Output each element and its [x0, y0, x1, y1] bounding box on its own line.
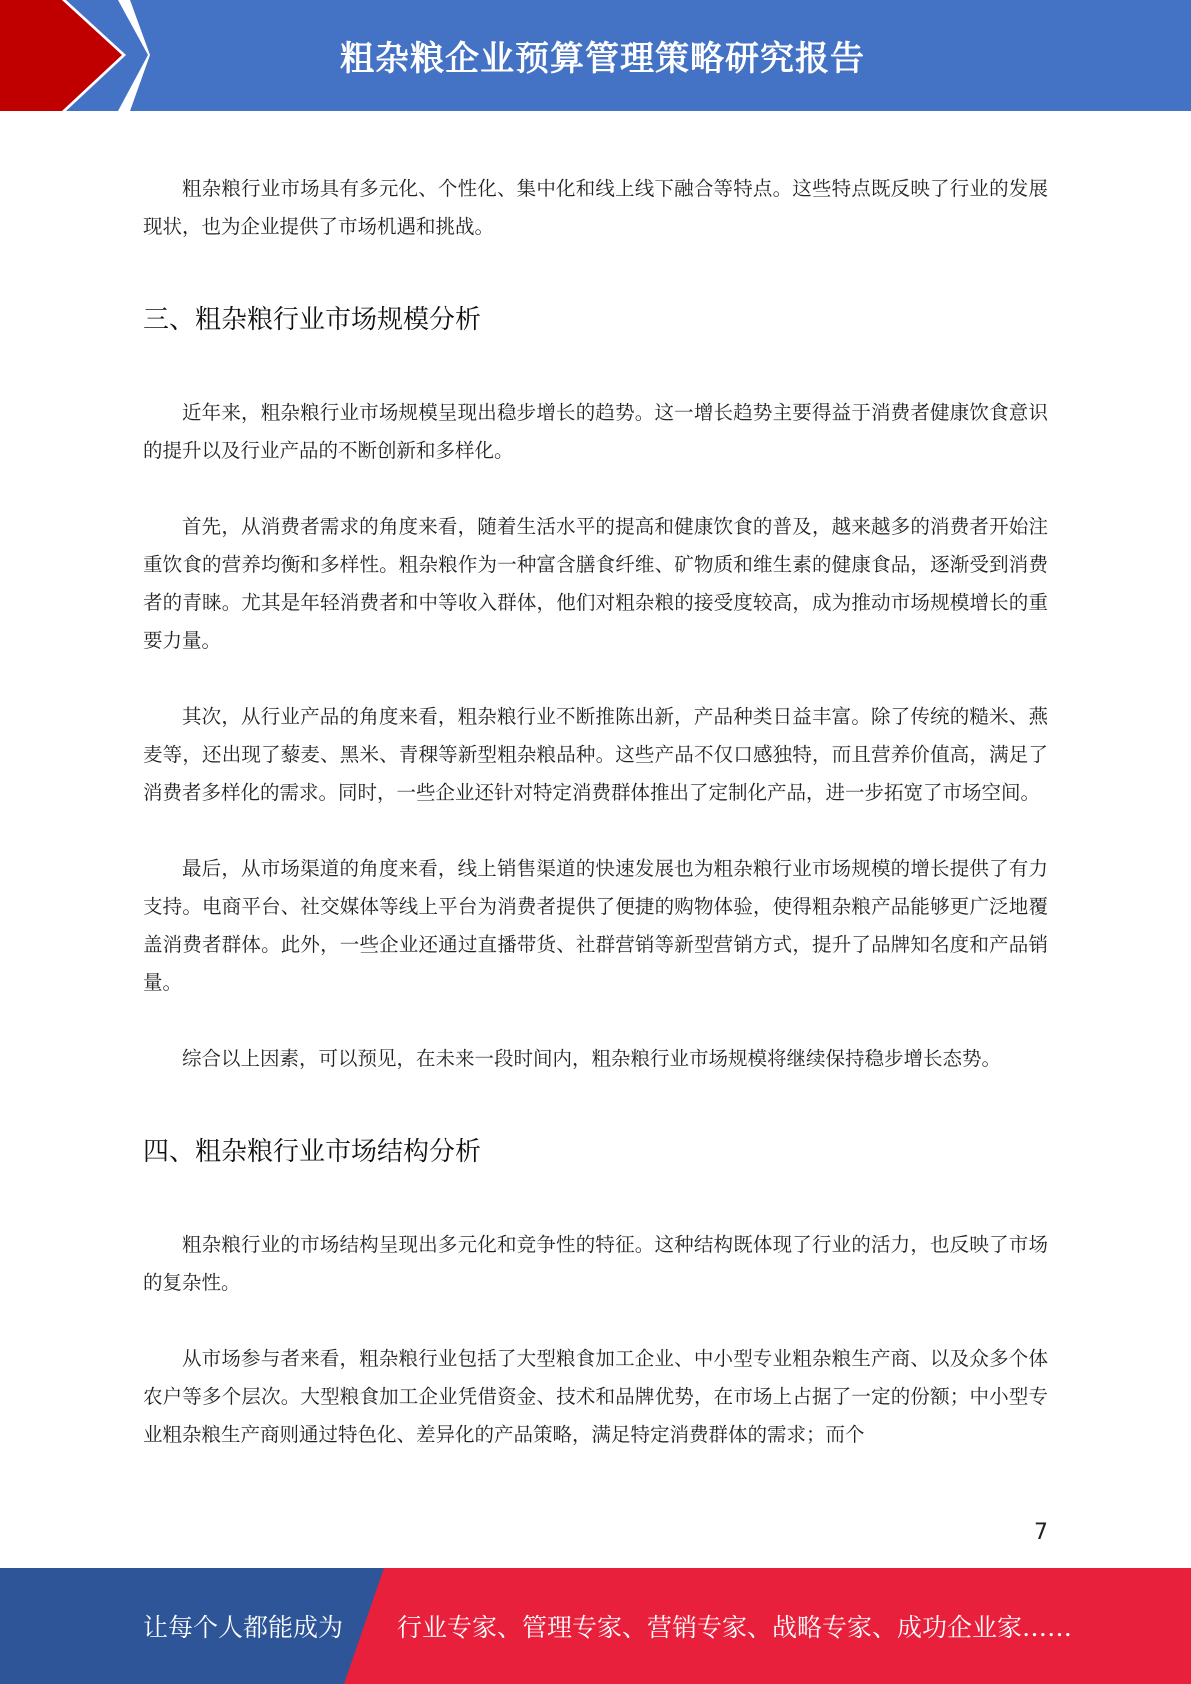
footer-slogan-left: 让每个人都能成为 — [143, 1613, 344, 1642]
body-paragraph: 综合以上因素，可以预见，在未来一段时间内，粗杂粮行业市场规模将继续保持稳步增长态势。 — [182, 1047, 1002, 1070]
body-paragraph: 其次，从行业产品的角度来看，粗杂粮行业不断推陈出新，产品种类日益丰富。除了传统的糙米、燕麦等，还出现了藜麦、黑米、青稞等新型粗杂粮品种。这些产品不仅口感独特，而且营养价值高，满足了消费者多样化的需求。同时，一些企业还针对特定消费群体推出了定制化产品，进一步拓宽了市场空间。 — [143, 705, 1048, 804]
report-title: 粗杂粮企业预算管理策略研究报告 — [340, 39, 865, 79]
body-paragraph: 最后，从市场渠道的角度来看，线上销售渠道的快速发展也为粗杂粮行业市场规模的增长提供了有力支持。电商平台、社交媒体等线上平台为消费者提供了便捷的购物体验，使得粗杂粮产品能够更广泛地覆盖消费者群体。此外，一些企业还通过直播带货、社群营销等新型营销方式，提升了品牌知名度和产品销量。 — [143, 857, 1048, 994]
page-header — [0, 0, 1191, 111]
section-heading: 四、粗杂粮行业市场结构分析 — [143, 1137, 482, 1167]
body-paragraph: 首先，从消费者需求的角度来看，随着生活水平的提高和健康饮食的普及，越来越多的消费者开始注重饮食的营养均衡和多样性。粗杂粮作为一种富含膳食纤维、矿物质和维生素的健康食品，逐渐受到消费者的青睐。尤其是年轻消费者和中等收入群体，他们对粗杂粮的接受度较高，成为推动市场规模增长的重要力量。 — [143, 515, 1048, 652]
page-footer — [0, 1568, 1191, 1684]
section-heading: 三、粗杂粮行业市场规模分析 — [143, 305, 482, 335]
footer-slogan-right: 行业专家、管理专家、营销专家、战略专家、成功企业家…… — [397, 1613, 1073, 1642]
body-paragraph: 粗杂粮行业的市场结构呈现出多元化和竞争性的特征。这种结构既体现了行业的活力，也反映了市场的复杂性。 — [143, 1233, 1048, 1294]
body-paragraph: 近年来，粗杂粮行业市场规模呈现出稳步增长的趋势。这一增长趋势主要得益于消费者健康饮食意识的提升以及行业产品的不断创新和多样化。 — [143, 401, 1048, 462]
body-paragraph: 粗杂粮行业市场具有多元化、个性化、集中化和线上线下融合等特点。这些特点既反映了行业的发展现状，也为企业提供了市场机遇和挑战。 — [143, 177, 1048, 238]
page-number: 7 — [1034, 1520, 1048, 1545]
body-paragraph: 从市场参与者来看，粗杂粮行业包括了大型粮食加工企业、中小型专业粗杂粮生产商、以及众多个体农户等多个层次。大型粮食加工企业凭借资金、技术和品牌优势，在市场上占据了一定的份额；中小型专业粗杂粮生产商则通过特色化、差异化的产品策略，满足特定消费群体的需求；而个 — [143, 1347, 1048, 1446]
document-body — [143, 170, 1048, 1454]
